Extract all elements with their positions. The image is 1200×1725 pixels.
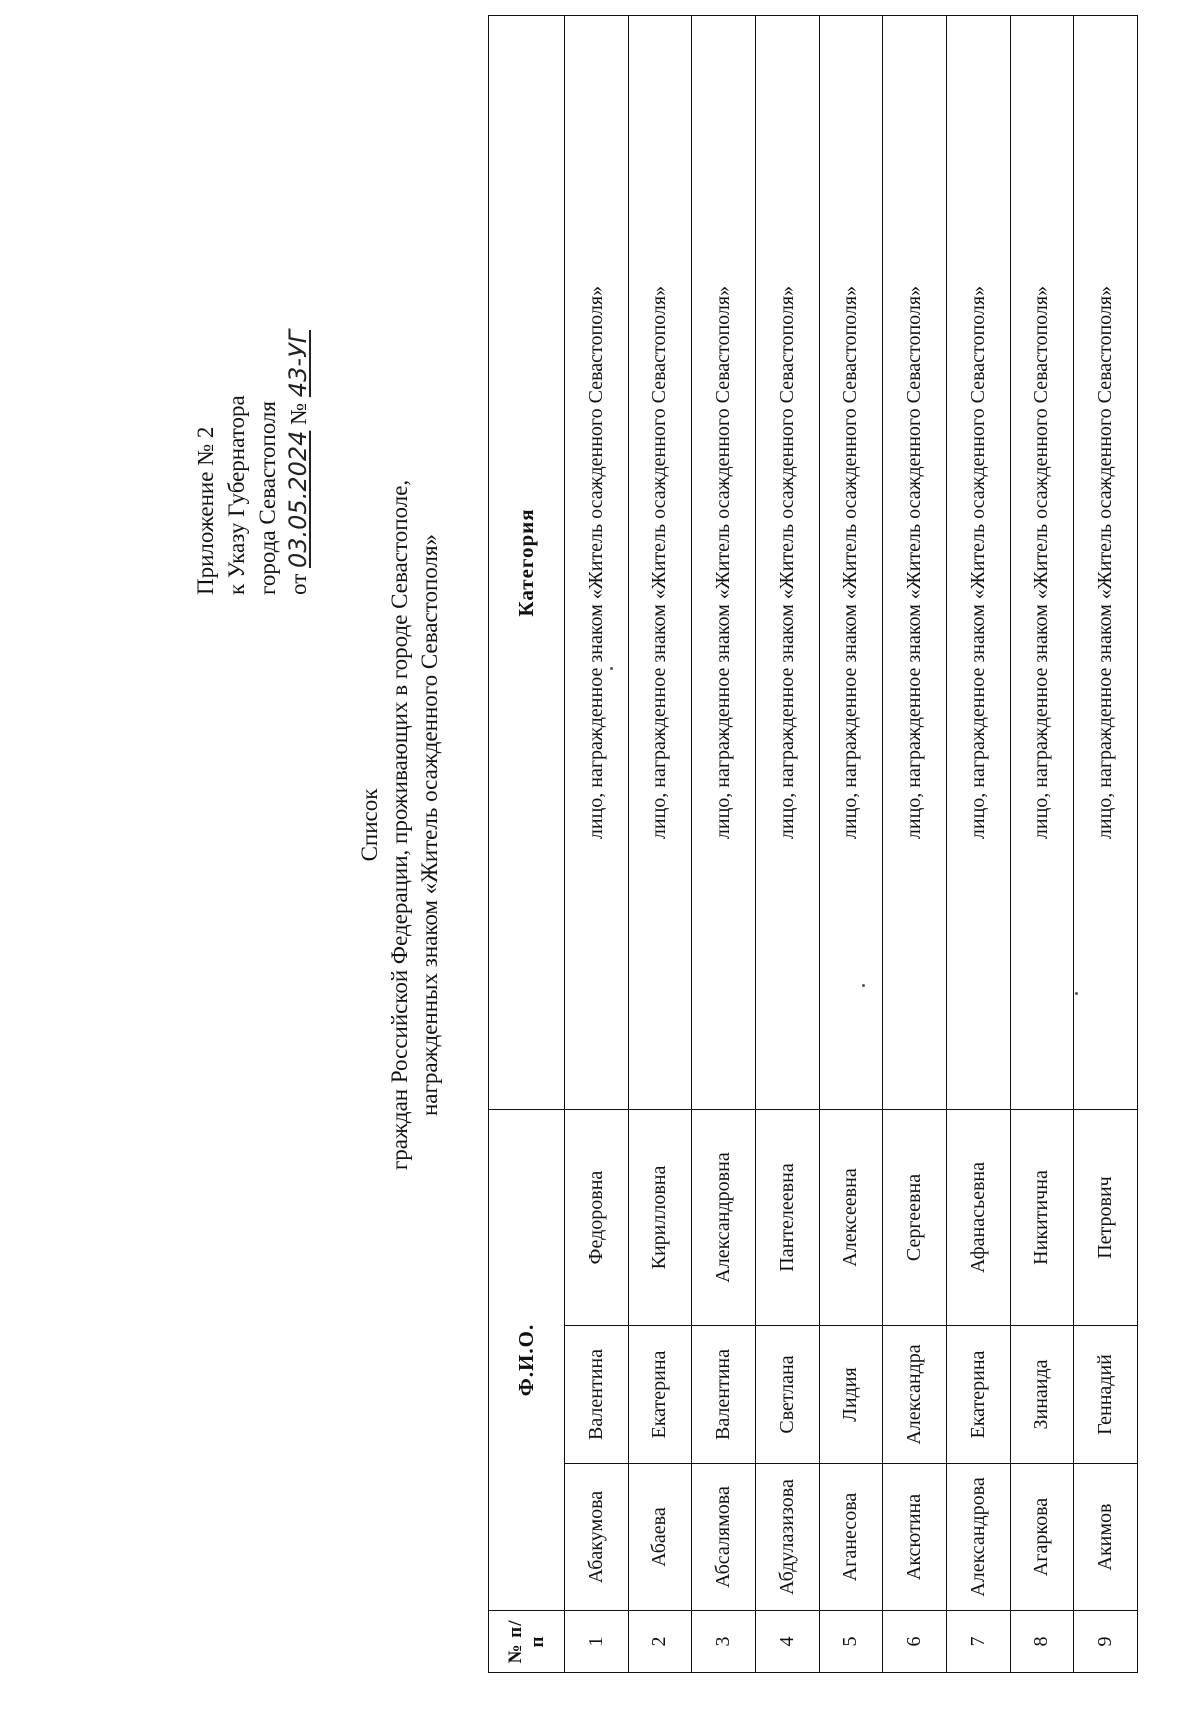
decree-date: 03.05.2024: [284, 430, 312, 568]
table-row: [755, 16, 819, 1673]
cell-patronymic: Сергеевна: [883, 1110, 947, 1326]
cell-patronymic: Федоровна: [565, 1110, 629, 1326]
cell-number: 2: [628, 1611, 692, 1673]
title-line-2: награжденных знаком «Житель осажденного Севастополя»: [417, 533, 442, 1117]
cell-category: лицо, награжденное знаком «Житель осажденного Севастополя»: [1010, 16, 1074, 1110]
table-body: [565, 16, 1138, 1673]
table-row: [692, 16, 756, 1673]
cell-patronymic: Кирилловна: [628, 1110, 692, 1326]
table-row: [883, 16, 947, 1673]
cell-surname: Александрова: [946, 1464, 1010, 1611]
appendix-decree: к Указу Губернатора: [224, 395, 249, 595]
scan-speck: [862, 984, 865, 987]
appendix-date-number: [283, 330, 314, 595]
cell-name: Геннадий: [1074, 1326, 1138, 1464]
cell-surname: Абдулазизова: [755, 1464, 819, 1611]
cell-name: Екатерина: [628, 1326, 692, 1464]
cell-number: 4: [755, 1611, 819, 1673]
cell-surname: Аксютина: [883, 1464, 947, 1611]
header-fio: Ф.И.О.: [489, 1110, 565, 1611]
table-row: [565, 16, 629, 1673]
document-title: [355, 285, 445, 1365]
header-category: Категория: [489, 16, 565, 1110]
cell-surname: Абсалямова: [692, 1464, 756, 1611]
title-heading: Список: [357, 788, 382, 862]
cell-name: Валентина: [565, 1326, 629, 1464]
cell-number: 3: [692, 1611, 756, 1673]
cell-name: Светлана: [755, 1326, 819, 1464]
cell-category: лицо, награжденное знаком «Житель осажденного Севастополя»: [819, 16, 883, 1110]
cell-category: лицо, награжденное знаком «Житель осажденного Севастополя»: [883, 16, 947, 1110]
cell-name: Екатерина: [946, 1326, 1010, 1464]
cell-surname: Аганесова: [819, 1464, 883, 1611]
cell-number: 6: [883, 1611, 947, 1673]
cell-patronymic: Петрович: [1074, 1110, 1138, 1326]
header-number: № п/п: [489, 1611, 565, 1673]
cell-number: 8: [1010, 1611, 1074, 1673]
cell-number: 1: [565, 1611, 629, 1673]
cell-patronymic: Пантелеевна: [755, 1110, 819, 1326]
title-line-1: граждан Российской Федерации, проживающих в городе Севастополе,: [387, 479, 412, 1171]
cell-category: лицо, награжденное знаком «Житель осажденного Севастополя»: [692, 16, 756, 1110]
table-row: [946, 16, 1010, 1673]
cell-name: Валентина: [692, 1326, 756, 1464]
cell-name: Александра: [883, 1326, 947, 1464]
cell-surname: Абаева: [628, 1464, 692, 1611]
appendix-block: [190, 330, 314, 595]
cell-category: лицо, награжденное знаком «Житель осажденного Севастополя»: [946, 16, 1010, 1110]
cell-category: лицо, награжденное знаком «Житель осажденного Севастополя»: [565, 16, 629, 1110]
scan-speck: [1075, 992, 1078, 995]
number-label: №: [286, 402, 311, 425]
cell-category: лицо, награжденное знаком «Житель осажденного Севастополя»: [1074, 16, 1138, 1110]
appendix-title: Приложение № 2: [193, 426, 218, 595]
cell-name: Зинаида: [1010, 1326, 1074, 1464]
cell-number: 7: [946, 1611, 1010, 1673]
table-row: [819, 16, 883, 1673]
cell-category: лицо, награжденное знаком «Житель осажденного Севастополя»: [628, 16, 692, 1110]
cell-surname: Акимов: [1074, 1464, 1138, 1611]
cell-number: 9: [1074, 1611, 1138, 1673]
cell-patronymic: Алексеевна: [819, 1110, 883, 1326]
table-row: [1010, 16, 1074, 1673]
table-row: [628, 16, 692, 1673]
cell-patronymic: Афанасьевна: [946, 1110, 1010, 1326]
cell-surname: Абакумова: [565, 1464, 629, 1611]
scan-speck: [610, 667, 613, 670]
cell-surname: Агаркова: [1010, 1464, 1074, 1611]
table-row: [1074, 16, 1138, 1673]
cell-number: 5: [819, 1611, 883, 1673]
cell-patronymic: Александровна: [692, 1110, 756, 1326]
decree-number: 43-УГ: [284, 329, 312, 398]
table-header-row: [489, 16, 565, 1673]
from-label: от: [286, 573, 311, 595]
cell-name: Лидия: [819, 1326, 883, 1464]
cell-category: лицо, награжденное знаком «Житель осажденного Севастополя»: [755, 16, 819, 1110]
cell-patronymic: Никитична: [1010, 1110, 1074, 1326]
appendix-city: города Севастополя: [255, 401, 280, 595]
citizens-table: [488, 15, 1138, 1673]
